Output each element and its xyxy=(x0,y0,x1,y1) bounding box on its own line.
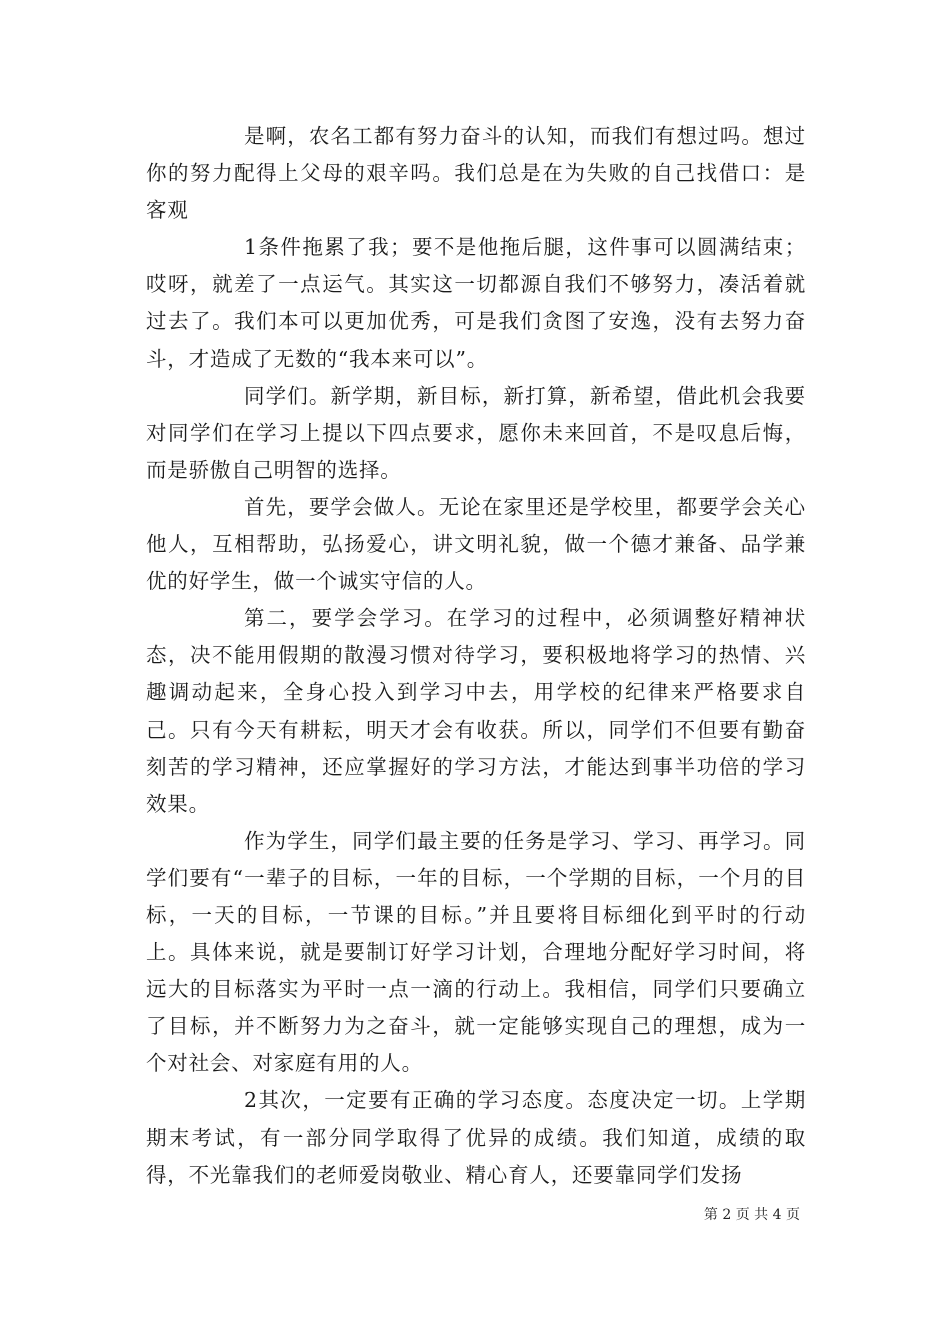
paragraph-4: 首先，要学会做人。无论在家里还是学校里，都要学会关心他人，互相帮助，弘扬爱心，讲文明礼貌，做一个德才兼备、品学兼优的好学生，做一个诚实守信的人。 xyxy=(146,494,806,594)
paragraph-6: 作为学生，同学们最主要的任务是学习、学习、再学习。同学们要有“一辈子的目标，一年的目标，一个学期的目标，一个月的目标，一天的目标，一节课的目标。”并且要将目标细化到平时的行动上。具体来说，就是要制订好学习计划，合理地分配好学习时间，将远大的目标落实为平时一点一滴的行动上。我相信，同学们只要确立了目标，并不断努力为之奋斗，就一定能够实现自己的理想，成为一个对社会、对家庭有用的人。 xyxy=(146,828,806,1076)
paragraph-2: 1条件拖累了我；要不是他拖后腿，这件事可以圆满结束；哎呀，就差了一点运气。其实这一切都源自我们不够努力，凑活着就过去了。我们本可以更加优秀，可是我们贪图了安逸，没有去努力奋斗，才造成了无数的“我本来可以”。 xyxy=(146,235,806,371)
document-body xyxy=(146,118,806,1194)
paragraph-1: 是啊，农名工都有努力奋斗的认知，而我们有想过吗。想过你的努力配得上父母的艰辛吗。我们总是在为失败的自己找借口：是客观 xyxy=(146,124,806,223)
paragraph-3: 同学们。新学期，新目标，新打算，新希望，借此机会我要对同学们在学习上提以下四点要求，愿你未来回首，不是叹息后悔，而是骄傲自己明智的选择。 xyxy=(146,383,806,482)
page-number-footer: 第 2 页 共 4 页 xyxy=(703,1207,800,1223)
paragraph-5: 第二，要学会学习。在学习的过程中，必须调整好精神状态，决不能用假期的散漫习惯对待学习，要积极地将学习的热情、兴趣调动起来，全身心投入到学习中去，用学校的纪律来严格要求自己。只有今天有耕耘，明天才会有收获。所以，同学们不但要有勤奋刻苦的学习精神，还应掌握好的学习方法，才能达到事半功倍的学习效果。 xyxy=(146,606,806,816)
paragraph-7: 2其次，一定要有正确的学习态度。态度决定一切。上学期期末考试，有一部分同学取得了优异的成绩。我们知道，成绩的取得，不光靠我们的老师爱岗敬业、精心育人，还要靠同学们发扬 xyxy=(146,1088,806,1187)
